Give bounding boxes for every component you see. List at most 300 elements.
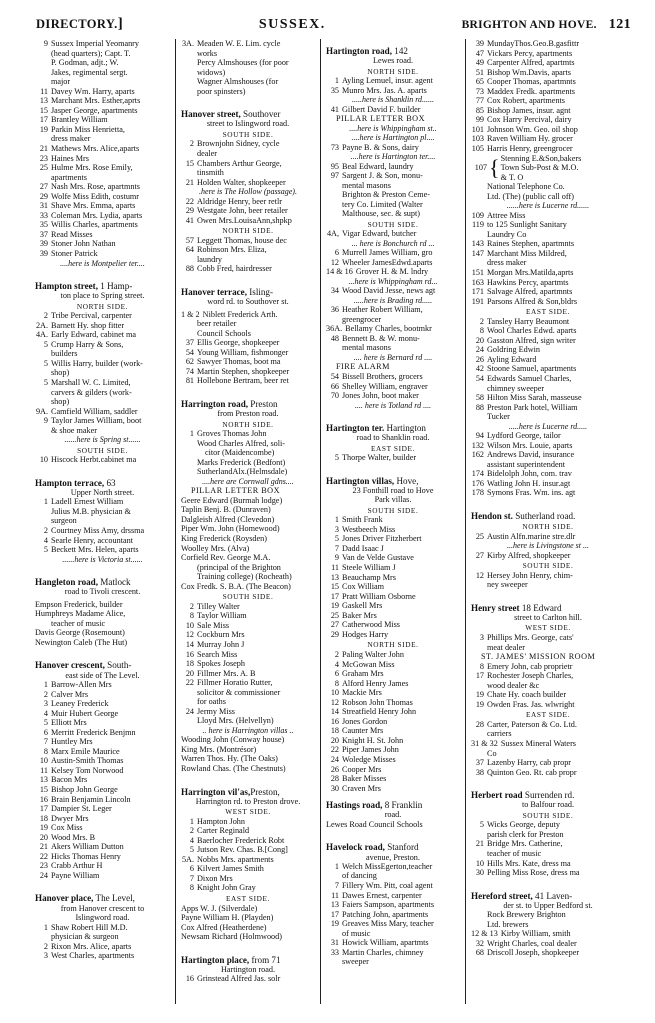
entry-text: Jones Gordon <box>342 716 388 726</box>
entry-continuation: builders <box>51 349 78 359</box>
entry-number: 5A. <box>181 854 194 864</box>
entry-text: Beal Edward, laundry <box>342 161 414 171</box>
directory-entry <box>326 881 460 891</box>
entry-text: Wright Charles, coal dealer <box>487 938 577 948</box>
entry-text: Sussex Mineral Waters <box>500 739 576 749</box>
directory-entry <box>326 938 460 948</box>
entry-continuation: Malthouse, sec. & supt) <box>342 209 420 219</box>
entry-number: 12 <box>330 697 339 707</box>
entry-text: Bacon Mrs <box>51 775 88 785</box>
cross-street-note: ......here is Lucerne rd...... <box>506 201 590 211</box>
entry-number: 74 <box>185 366 194 376</box>
directory-entry <box>471 768 625 778</box>
directory-entry <box>326 248 460 258</box>
entry-text: Haines Mrs <box>51 153 89 163</box>
directory-entry <box>471 532 625 542</box>
side-label: NORTH SIDE. <box>222 226 274 236</box>
street-location: 142 <box>392 46 408 56</box>
directory-entry <box>181 883 315 893</box>
entry-text: West Charles, apartments <box>51 951 135 961</box>
directory-entry <box>326 544 460 554</box>
directory-entry <box>471 479 625 489</box>
entry-continuation: of dancing <box>342 871 377 881</box>
directory-entry <box>471 700 625 710</box>
street-name: Hereford street, <box>471 890 533 901</box>
landmark-note: PILLAR LETTER BOX <box>191 486 281 496</box>
entry-continuation: tery Co. Limited (Walter <box>342 199 423 209</box>
entry-number: 2 <box>43 941 48 951</box>
entry-text: Watling John H. insur.agt <box>487 478 571 488</box>
entry-text: Beauchamp Mrs <box>342 572 396 582</box>
entry-text: Nash Mrs. Rose, apartmnts <box>51 182 140 192</box>
entry-number: 14 & 16 <box>326 267 353 277</box>
directory-entry <box>181 630 315 640</box>
entry-text: Cockburn Mrs <box>197 630 245 640</box>
street-heading <box>471 891 625 901</box>
entry-text: Holden Walter, shopkeeper <box>197 177 286 187</box>
section-spacer <box>326 463 460 469</box>
entry-text: Preston Park hotel, William <box>487 402 578 412</box>
entry-number: 39 <box>475 39 484 48</box>
directory-entry <box>35 182 170 192</box>
entry-continuation: P. Godman, adjt.; W. <box>51 58 119 68</box>
street-subheading: ton place to Spring street. <box>60 291 145 301</box>
section-spacer <box>181 386 315 392</box>
directory-entry <box>35 455 170 465</box>
directory-entry <box>181 678 315 688</box>
street-location: Preston, <box>250 786 280 797</box>
entry-text: Dampier St. Leger <box>51 804 112 814</box>
street-location: 41 Laven- <box>532 890 573 901</box>
directory-entry <box>326 592 460 602</box>
directory-entry-unnumbered: Taplin Benj. B. (Dunraven) <box>181 505 271 515</box>
directory-entry <box>181 245 315 255</box>
entry-number: 103 <box>471 134 484 144</box>
directory-entry <box>35 407 170 417</box>
entry-number: 20 <box>475 335 484 345</box>
entry-number: 49 <box>475 58 484 68</box>
entry-number: 19 <box>475 690 484 700</box>
entry-text: Marchant Miss Mildred, <box>487 248 567 258</box>
section-spacer <box>326 829 460 835</box>
entry-number: 1 <box>334 76 339 86</box>
directory-entry <box>326 784 460 794</box>
directory-entry <box>35 230 170 240</box>
entry-text: Sargent J. & Son, monu- <box>342 171 423 181</box>
directory-entry <box>326 717 460 727</box>
entry-number: 62 <box>185 357 194 367</box>
entry-number: 2 <box>334 649 339 659</box>
directory-entry <box>326 726 460 736</box>
entry-number: 3 <box>43 951 48 961</box>
entry-number: 35 <box>330 85 339 95</box>
directory-entry <box>471 739 625 749</box>
entry-text: Marx Emile Maurice <box>51 746 120 756</box>
directory-entry-unnumbered: Warren Thos. Hy. (The Oaks) <box>181 754 278 764</box>
entry-text: Carter, Paterson & Co. Ltd. <box>487 719 577 729</box>
directory-entry <box>35 311 170 321</box>
entry-continuation: Percy Almshouses (for poor <box>197 58 289 68</box>
entry-text: Dwyer Mrs <box>51 813 89 823</box>
directory-entry-unnumbered: Davis George (Rosemount) <box>35 628 125 638</box>
street-name: Hastings road, <box>326 800 383 811</box>
entry-number: 11 <box>331 890 339 900</box>
entry-continuation: Co <box>487 748 497 758</box>
entry-text: & T. O <box>500 172 524 182</box>
directory-entry <box>471 115 625 125</box>
entry-number: 12 <box>475 570 484 580</box>
directory-entry <box>326 162 460 172</box>
entry-text: Kirby William, smith <box>500 929 571 939</box>
entry-text: Rochester Joseph Charles, <box>487 671 574 681</box>
entry-text: Cox Miss <box>51 823 83 833</box>
street-heading <box>35 478 170 488</box>
street-name: Hanover street, <box>181 109 241 120</box>
entry-text: Rixon Mrs. Alice, aparts <box>51 941 132 951</box>
directory-column-1 <box>30 39 175 1004</box>
entry-number: 65 <box>475 77 484 87</box>
directory-entry <box>181 178 315 188</box>
entry-number: 24 <box>185 706 194 716</box>
side-label: SOUTH SIDE. <box>367 219 419 229</box>
street-heading <box>326 423 460 433</box>
entry-number: 8 <box>43 746 48 756</box>
entry-text: Wool Charles Edwd. aparts <box>487 326 577 336</box>
entry-text: Bishop Wm.Davis, aparts <box>487 67 571 77</box>
entry-number: 176 <box>471 478 484 488</box>
entry-number: 4A, <box>326 229 339 239</box>
directory-entry <box>471 106 625 116</box>
directory-entry <box>326 573 460 583</box>
directory-entry <box>35 144 170 154</box>
entry-text: Pratt William Osborne <box>342 591 416 601</box>
entry-number: 19 <box>39 823 48 833</box>
directory-entry-unnumbered: Humphreys Madame Alice, <box>35 609 126 619</box>
street-name: Hangleton road, <box>35 577 98 588</box>
directory-entry <box>471 939 625 949</box>
entry-text: Heather Robert William, <box>342 305 423 315</box>
street-heading <box>35 893 170 903</box>
directory-entry <box>35 795 170 805</box>
entry-text: Hiscock Herbt.cabinet ma <box>51 455 137 465</box>
entry-number: 17 <box>475 671 484 681</box>
entry-text: Payne William <box>51 870 100 880</box>
entry-text: Grover H. & M. lndry <box>355 267 429 277</box>
directory-entry <box>326 515 460 525</box>
landmark-note: ST. JAMES' MISSION ROOM <box>481 652 596 662</box>
entry-text: Read Misses <box>51 229 93 239</box>
entry-number: 9 <box>43 39 48 48</box>
entry-text: Thorpe Walter, builder <box>342 453 417 463</box>
entry-text: Gilbert David F. builder <box>342 104 421 114</box>
entry-number: 12 <box>185 630 194 640</box>
entry-text: Mackie Mrs <box>342 688 382 698</box>
entry-text: Taylor William <box>197 611 247 621</box>
entry-number: 15 <box>330 582 339 592</box>
cross-street-note: .... here is Bernard rd .... <box>353 353 433 363</box>
page-number: 121 <box>608 17 631 32</box>
entry-number: 5 <box>479 820 484 830</box>
directory-entry <box>181 236 315 246</box>
entry-text: Brantley William <box>51 115 108 125</box>
directory-entry <box>181 39 315 49</box>
entry-text: Kirby Alfred, shopkeeper <box>487 550 571 560</box>
directory-entry <box>181 826 315 836</box>
entry-text: Paling Walter John <box>342 649 404 659</box>
directory-entry <box>326 765 460 775</box>
entry-number: 5 <box>43 339 48 349</box>
entry-text: Goldring Edwin <box>487 345 540 355</box>
entry-text: Wheeler JamesEdwd.aparts <box>342 257 433 267</box>
entry-number: 99 <box>475 115 484 125</box>
directory-entry <box>326 707 460 717</box>
entry-number: 11 <box>331 563 339 573</box>
directory-entry <box>35 39 170 49</box>
entry-number: 5 <box>334 534 339 544</box>
entry-text: Payne B. & Sons, dairy <box>342 142 419 152</box>
directory-entry <box>326 143 460 153</box>
entry-number: 21 <box>185 177 194 187</box>
entry-text: Jones John, boot maker <box>342 391 419 401</box>
street-location: Hove, <box>394 475 419 486</box>
directory-entry <box>35 756 170 766</box>
entry-number: 16 <box>185 974 194 984</box>
entry-continuation: & shoe maker <box>51 425 97 435</box>
street-name: Hendon st. <box>471 510 513 521</box>
directory-entry <box>181 817 315 827</box>
entry-number: 88 <box>185 264 194 274</box>
directory-entry-unnumbered: Cox Fredk. S. B.A. (The Beacon) <box>181 581 291 591</box>
street-location: 18 Edward <box>519 602 562 613</box>
entry-text: Marshall W. C. Limited, <box>51 377 131 387</box>
directory-entry <box>326 258 460 268</box>
entry-text: Greaves Miss Mary, teacher <box>342 919 434 929</box>
entry-text: Hersey John Henry, chim- <box>487 570 573 580</box>
entry-number: 5 <box>43 545 48 555</box>
entry-number: 151 <box>471 267 484 277</box>
entry-text: Chambers Arthur George, <box>197 158 282 168</box>
entry-number: 38 <box>475 767 484 777</box>
entry-number: 29 <box>39 191 48 201</box>
entry-number: 191 <box>471 296 484 306</box>
directory-entry <box>326 391 460 401</box>
entry-number: 13 <box>39 775 48 785</box>
directory-entry <box>181 429 315 439</box>
directory-entry <box>35 115 170 125</box>
entry-text: Maddex Fredk. apartments <box>487 86 575 96</box>
entry-text: Crump Harry & Sons, <box>51 339 124 349</box>
section-spacer <box>471 498 625 504</box>
directory-entry <box>35 728 170 738</box>
side-label: SOUTH SIDE. <box>77 445 128 455</box>
entry-text: Bishop James, insur. agnt <box>487 105 571 115</box>
entry-number: 174 <box>471 469 484 479</box>
entry-number: 37 <box>39 229 48 239</box>
entry-text: Tilley Walter <box>197 601 240 611</box>
entry-number: 23 <box>39 861 48 871</box>
entry-text: Woledge Misses <box>342 754 396 764</box>
side-label: NORTH SIDE. <box>76 301 129 311</box>
directory-entry <box>35 163 170 173</box>
cross-street-note: ....here are Cornwall gdns.... <box>202 476 294 486</box>
directory-entry <box>326 669 460 679</box>
directory-entry <box>181 357 315 367</box>
street-location: 63 <box>104 477 116 488</box>
entry-continuation: National Telephone Co. <box>487 182 565 192</box>
entry-continuation: Wood Charles Alfred, soli- <box>197 438 286 448</box>
directory-entry <box>326 755 460 765</box>
running-head-county: SUSSEX. <box>258 17 326 32</box>
entry-continuation: apartments <box>51 172 87 182</box>
entry-text: Fillmer Horatio Rutter, <box>197 678 273 688</box>
directory-entry <box>181 338 315 348</box>
street-heading <box>326 800 460 810</box>
directory-entry <box>35 416 170 426</box>
cross-street-note: ......here is Victoria st...... <box>62 554 143 564</box>
entry-number: 26 <box>330 764 339 774</box>
street-name: Hampton terrace, <box>35 477 105 488</box>
entry-number: 1 <box>43 922 48 932</box>
entry-number: 26 <box>475 354 484 364</box>
entry-text: Stoner John Nathan <box>51 239 116 249</box>
entry-text: Hollebone Bertram, beer ret <box>197 376 289 386</box>
entry-text: Bellamy Charles, bootmkr <box>345 324 432 334</box>
side-label: NORTH SIDE. <box>367 640 419 650</box>
street-subheading: Harrington rd. to Preston drove. <box>195 796 301 806</box>
entry-text: Austin Alfn.marine stre.dlr <box>487 531 576 541</box>
directory-entry <box>471 134 625 144</box>
entry-number: 33 <box>330 947 339 957</box>
entry-number: 54 <box>330 371 339 381</box>
section-spacer <box>35 465 170 471</box>
directory-entry <box>35 785 170 795</box>
entry-continuation: poor spinsters) <box>197 86 246 96</box>
section-spacer <box>471 878 625 884</box>
entry-text: Baker Misses <box>342 774 387 784</box>
entry-text: Sale Miss <box>197 620 230 630</box>
directory-entry <box>471 571 625 581</box>
entry-text: Niblett Frederick Arth. <box>202 309 278 319</box>
entry-number: 4 <box>189 835 194 845</box>
directory-entry <box>326 372 460 382</box>
directory-entry <box>35 87 170 97</box>
entry-text: Barnett Hy. shop fitter <box>51 320 125 330</box>
directory-entry <box>471 58 625 68</box>
entry-number: 171 <box>471 287 484 297</box>
directory-entry <box>326 891 460 901</box>
directory-entry <box>35 340 170 350</box>
entry-continuation: SutherlandAlx.(Helmsdale) <box>197 467 288 477</box>
directory-entry <box>181 367 315 377</box>
entry-number: 27 <box>330 620 339 630</box>
entry-number: 66 <box>330 381 339 391</box>
directory-entry <box>471 249 625 259</box>
directory-entry <box>471 488 625 498</box>
entry-text: Dixon Mrs <box>197 873 233 883</box>
street-location: Isling- <box>246 286 274 297</box>
street-subheading: street to Islingword road. <box>206 119 290 129</box>
directory-entry <box>471 39 625 49</box>
street-location: The Level, <box>93 893 135 904</box>
entry-continuation: Julius M.B. physician & <box>51 506 131 516</box>
section-spacer <box>35 268 170 274</box>
entry-number: 22 <box>185 196 194 206</box>
entry-text: Coleman Mrs. Lydia, aparts <box>51 210 143 220</box>
entry-text: Cox William <box>342 582 385 592</box>
entry-continuation: dealer <box>197 148 217 158</box>
entry-text: Robinson Mrs. Eliza, <box>197 245 267 255</box>
entry-text: Dawes Ernest, carpenter <box>342 890 422 900</box>
directory-entry-unnumbered: Lewes Road Council Schools <box>326 819 423 829</box>
street-heading <box>35 660 170 670</box>
entry-text: Spokes Joseph <box>197 659 245 669</box>
entry-number: 2 <box>43 526 48 535</box>
directory-entry <box>326 688 460 698</box>
directory-entry <box>181 159 315 169</box>
directory-entry <box>35 823 170 833</box>
entry-number: 57 <box>185 235 194 245</box>
entry-text: Phillips Mrs. George, cats' <box>487 633 574 643</box>
entry-number: 81 <box>185 376 194 386</box>
entry-text: Symons Fras. Wm. ins. agt <box>487 488 576 498</box>
entry-text: Chate Hy. coach builder <box>487 690 567 700</box>
entry-number: 18 <box>39 813 48 823</box>
entry-number: 23 <box>39 153 48 163</box>
entry-continuation: (head quarters); Capt. T. <box>51 48 131 58</box>
entry-number: 85 <box>475 105 484 115</box>
entry-continuation: (principal of the Brighton <box>197 562 281 572</box>
entry-number: 22 <box>185 678 194 688</box>
entry-continuation: Jakes, regimental sergt. <box>51 67 128 77</box>
entry-number: 19 <box>39 124 48 134</box>
directory-entry <box>471 450 625 460</box>
entry-number: 7 <box>43 737 48 747</box>
entry-number: 70 <box>330 391 339 401</box>
street-heading <box>471 511 625 521</box>
entry-number: 178 <box>471 488 484 498</box>
directory-entry <box>35 680 170 690</box>
entry-number: 3 <box>479 633 484 643</box>
directory-entry <box>471 469 625 479</box>
entry-number: 19 <box>330 601 339 611</box>
entry-text: Bishop John George <box>51 785 118 795</box>
street-name: Hartington place, <box>181 954 250 965</box>
entry-text: Pelling Miss Rose, dress ma <box>487 868 580 878</box>
entry-number: 15 <box>39 785 48 795</box>
entry-text: Parsons Alfred & Son,bldrs <box>487 296 578 306</box>
street-heading <box>471 603 625 613</box>
directory-entry-unnumbered: Wooding John (Conway house) <box>181 735 285 745</box>
directory-entry-unnumbered: Newsam Richard (Holmwood) <box>181 932 282 942</box>
directory-entry <box>471 49 625 59</box>
entry-text: Wolfe Miss Edith, costumr <box>51 191 140 201</box>
entry-number: 47 <box>475 48 484 58</box>
entry-text: Camfield William, saddler <box>51 406 138 416</box>
directory-entry <box>181 650 315 660</box>
entry-number: 35 <box>39 220 48 230</box>
entry-number: 2A. <box>35 320 48 330</box>
entry-number: 20 <box>39 832 48 842</box>
entry-text: Jones Driver Fitzherbert <box>342 534 422 544</box>
directory-entry <box>35 125 170 135</box>
section-spacer <box>181 942 315 948</box>
entry-number: 73 <box>330 142 339 152</box>
entry-continuation: tinsmith <box>197 168 224 178</box>
entry-text: Bissell Brothers, grocers <box>342 371 423 381</box>
section-spacer <box>181 96 315 102</box>
entry-continuation: carvers & gilders (work- <box>51 387 132 397</box>
entry-continuation: solicitor & commissioner <box>197 687 281 697</box>
